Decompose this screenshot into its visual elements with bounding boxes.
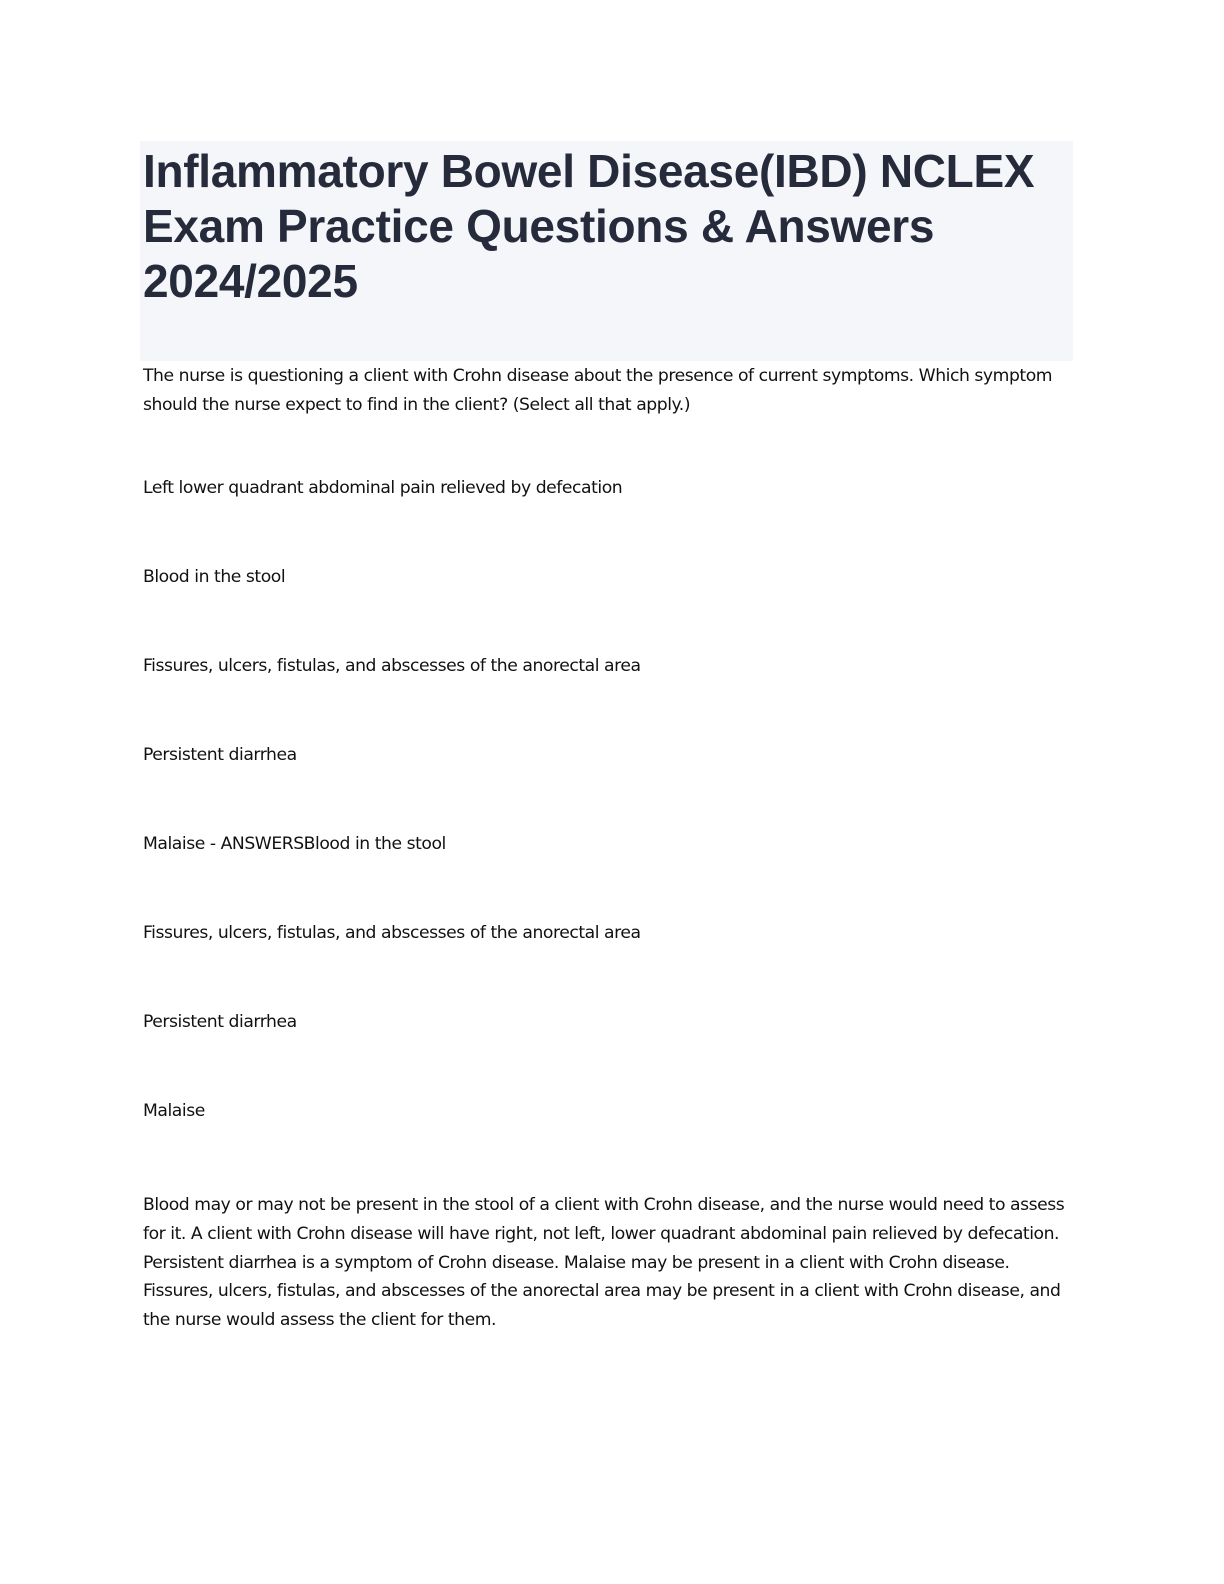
answer-line: Fissures, ulcers, fistulas, and abscesses of the anorectal area [143,923,641,943]
option-line: Persistent diarrhea [143,745,297,765]
option-line: Blood in the stool [143,567,286,587]
answer-line: Persistent diarrhea [143,1012,297,1032]
title-banner [140,141,1073,361]
rationale-text: Blood may or may not be present in the stool of a client with Crohn disease, and the nurse would need to assess for it. A client with Crohn disease will have right, not left, lower quadrant abdominal pain relieved by defecation. Persistent diarrhea is a symptom of Crohn disease. Malaise may be present in a client with Crohn disease. Fissures, ulcers, fistulas, and abscesses of the anorectal area may be present in a client with Crohn disease, and the nurse would assess the client for them. [143,1195,1065,1331]
document-title: Inflammatory Bowel Disease(IBD) NCLEX Exam Practice Questions & Answers 2024/2025 [143,145,1035,307]
answer-line: Malaise - ANSWERSBlood in the stool [143,834,446,854]
option-line: Left lower quadrant abdominal pain relieved by defecation [143,478,623,498]
answer-line: Malaise [143,1101,205,1121]
option-line: Fissures, ulcers, fistulas, and abscesses of the anorectal area [143,656,641,676]
question-text: The nurse is questioning a client with Crohn disease about the presence of current symptoms. Which symptom should the nurse expect to find in the client? (Select all that apply.) [143,366,1053,415]
